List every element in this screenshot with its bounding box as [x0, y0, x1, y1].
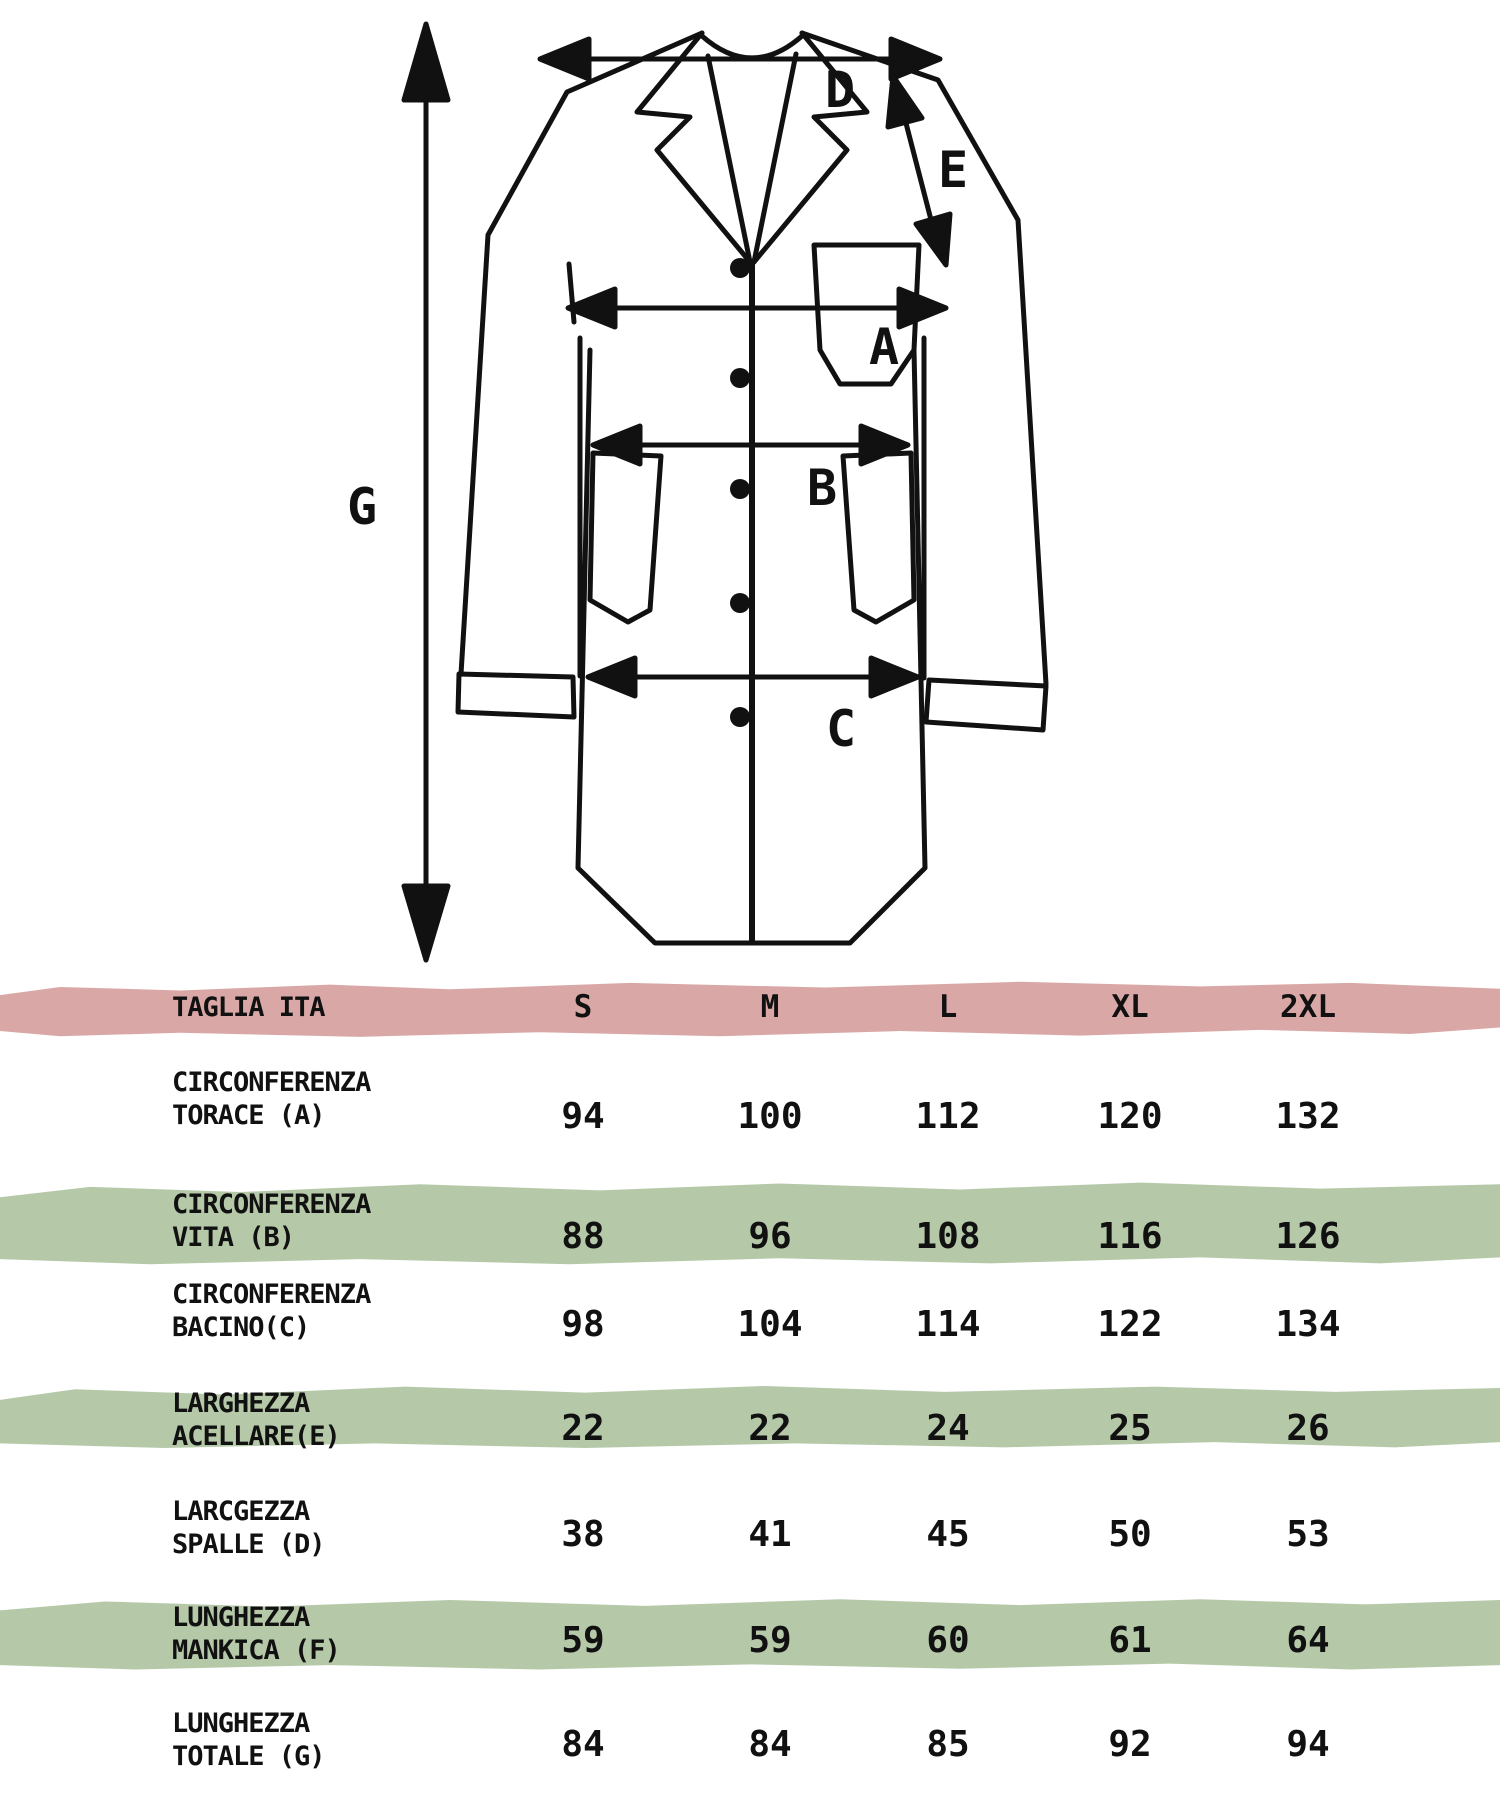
row-label-line1: LARCGEZZA	[172, 1496, 310, 1527]
size-cell: 38	[561, 1514, 605, 1555]
row-label-line2: SPALLE (D)	[172, 1529, 325, 1560]
row-label-line2: TORACE (A)	[172, 1100, 325, 1131]
size-cell: 98	[561, 1304, 605, 1345]
size-cell: 114	[915, 1304, 981, 1345]
size-cell: 100	[737, 1096, 803, 1137]
size-cell: 53	[1286, 1514, 1330, 1555]
size-cell: 112	[915, 1096, 981, 1137]
size-header-l: L	[938, 989, 958, 1025]
size-cell: 60	[926, 1620, 970, 1661]
row-label-line1: CIRCONFERENZA	[172, 1189, 371, 1220]
left-pocket	[590, 453, 661, 622]
size-cell: 134	[1275, 1304, 1341, 1345]
label-a: A	[868, 318, 900, 376]
size-cell: 24	[926, 1408, 970, 1449]
row-label-line2: BACINO(C)	[172, 1312, 310, 1343]
size-cell: 92	[1108, 1724, 1152, 1765]
label-b: B	[806, 459, 838, 517]
row-label-spalle	[172, 1495, 325, 1561]
size-cell: 22	[748, 1408, 792, 1449]
table-title: TAGLIA ITA	[172, 992, 325, 1023]
row-label-line2: VITA (B)	[172, 1222, 295, 1253]
size-header-2xl: 2XL	[1280, 989, 1336, 1025]
row-label-line2: TOTALE (G)	[172, 1741, 325, 1772]
size-cell: 61	[1108, 1620, 1152, 1661]
size-cell: 104	[737, 1304, 803, 1345]
row-label-line2: MANKICA (F)	[172, 1635, 340, 1666]
size-cell: 59	[748, 1620, 792, 1661]
size-cell: 50	[1108, 1514, 1152, 1555]
size-cell: 85	[926, 1724, 970, 1765]
size-cell: 108	[915, 1216, 981, 1257]
row-label-totale	[172, 1707, 325, 1773]
size-cell: 64	[1286, 1620, 1330, 1661]
size-cell: 126	[1275, 1216, 1341, 1257]
size-cell: 41	[748, 1514, 792, 1555]
row-label-torace	[172, 1066, 370, 1132]
size-cell: 26	[1286, 1408, 1330, 1449]
label-g: G	[346, 478, 378, 536]
size-cell: 88	[561, 1216, 605, 1257]
label-e: E	[937, 141, 969, 199]
size-cell: 132	[1275, 1096, 1341, 1137]
row-label-manica	[172, 1601, 340, 1667]
size-cell: 25	[1108, 1408, 1152, 1449]
size-cell: 96	[748, 1216, 792, 1257]
size-header-s: S	[573, 989, 593, 1025]
total-length-arrow	[404, 24, 448, 960]
row-label-line2: ACELLARE(E)	[172, 1421, 340, 1452]
size-header-m: M	[760, 989, 780, 1025]
row-label-line1: LUNGHEZZA	[172, 1602, 310, 1633]
size-cell: 84	[561, 1724, 605, 1765]
size-cell: 59	[561, 1620, 605, 1661]
row-label-vita	[172, 1188, 370, 1254]
size-cell: 84	[748, 1724, 792, 1765]
row-label-line1: LARGHEZZA	[172, 1388, 310, 1419]
row-label-line1: CIRCONFERENZA	[172, 1279, 371, 1310]
button-dots	[730, 258, 750, 727]
row-label-acellare	[172, 1387, 340, 1453]
row-label-bacino	[172, 1278, 370, 1344]
size-header-xl: XL	[1111, 989, 1149, 1025]
row-label-line1: CIRCONFERENZA	[172, 1067, 371, 1098]
label-d: D	[824, 61, 856, 119]
size-cell: 22	[561, 1408, 605, 1449]
size-cell: 122	[1097, 1304, 1163, 1345]
row-label-line1: LUNGHEZZA	[172, 1708, 310, 1739]
right-pocket	[843, 453, 914, 622]
size-cell: 45	[926, 1514, 970, 1555]
label-c: C	[825, 700, 857, 758]
size-cell: 94	[561, 1096, 605, 1137]
size-cell: 120	[1097, 1096, 1163, 1137]
size-cell: 116	[1097, 1216, 1163, 1257]
size-cell: 94	[1286, 1724, 1330, 1765]
